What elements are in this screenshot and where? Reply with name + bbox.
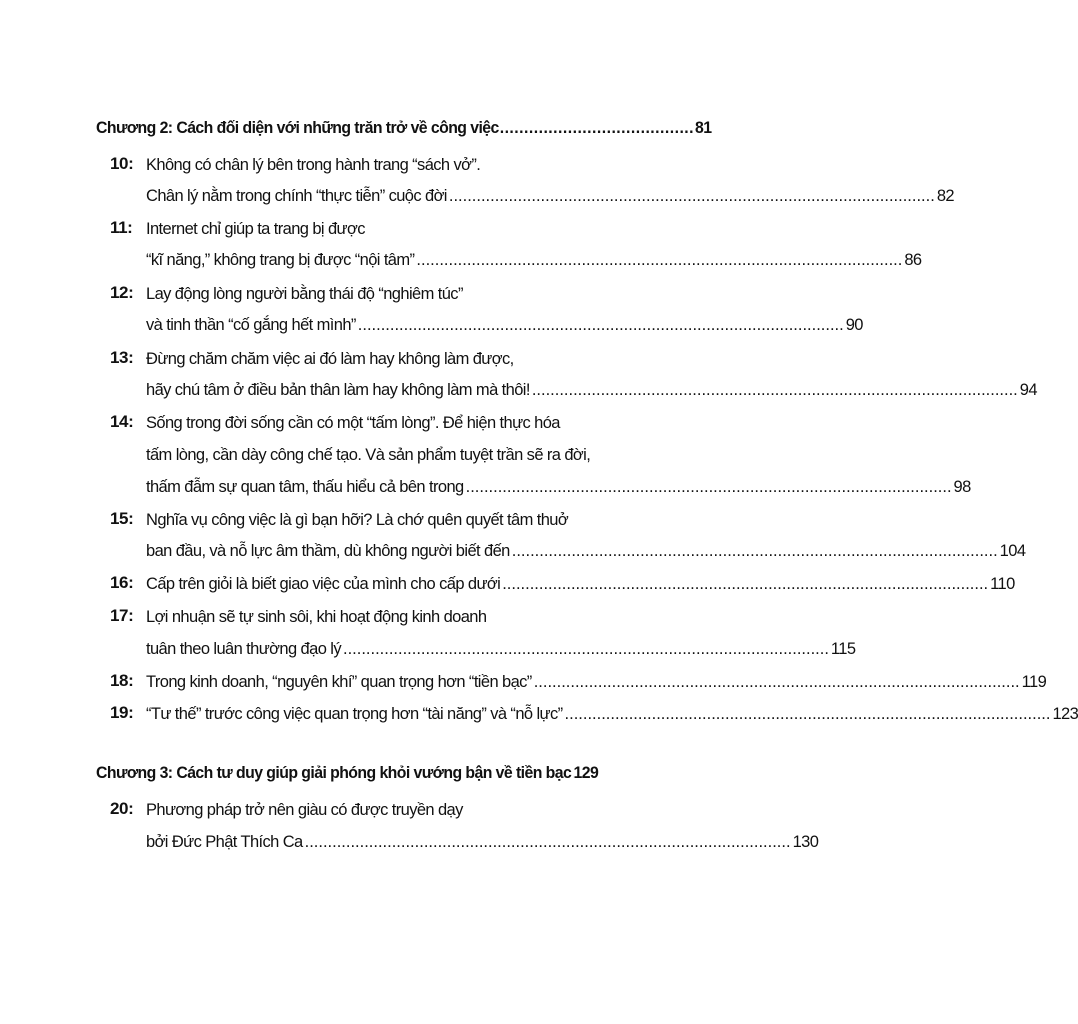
entry-line-last [146, 670, 1047, 694]
entry-number: 15: [110, 509, 134, 528]
entry-page: 86 [904, 251, 922, 269]
entry-number: 13: [110, 348, 134, 367]
entry-text: ban đầu, và nỗ lực âm thầm, dù không người biết đến [146, 542, 510, 560]
entry-number: 10: [110, 154, 134, 173]
leader-dots: ........................................ [499, 118, 695, 137]
entry-line: Lay động lòng người bằng thái độ “nghiêm túc” [146, 285, 463, 303]
entry-text: hãy chú tâm ở điều bản thân làm hay không làm mà thôi! [146, 381, 530, 399]
chapter-heading [96, 763, 599, 783]
entry-line-last [146, 313, 863, 337]
entry-page: 90 [845, 316, 863, 334]
leader-dots: .......................................................................................................... [304, 833, 791, 851]
leader-dots: .......................................................................................................... [357, 316, 844, 334]
entry-number: 12: [110, 283, 134, 302]
entry-line: Lợi nhuận sẽ tự sinh sôi, khi hoạt động kinh doanh [146, 608, 487, 626]
entry-line-last [146, 830, 819, 854]
chapter-heading [96, 118, 712, 138]
entry-line-last [146, 572, 1015, 596]
entry-line-last [146, 378, 1037, 402]
entry-page: 110 [990, 575, 1015, 593]
entry-line: tấm lòng, cần dày công chế tạo. Và sản phẩm tuyệt trần sẽ ra đời, [146, 446, 591, 464]
entry-page: 98 [953, 478, 971, 496]
entry-text: bởi Đức Phật Thích Ca [146, 833, 303, 851]
leader-dots: .......................................................................................................... [502, 575, 989, 593]
entry-number: 17: [110, 606, 134, 625]
leader-dots: .......................................................................................................... [564, 705, 1051, 723]
chapter-page: 81 [694, 118, 712, 137]
chapter-title: Chương 2: Cách đối diện với những trăn trở về công việc [96, 118, 499, 137]
entry-text: thấm đẫm sự quan tâm, thấu hiểu cả bên trong [146, 478, 464, 496]
entry-page: 94 [1019, 381, 1037, 399]
entry-text: tuân theo luân thường đạo lý [146, 640, 341, 658]
entry-text: và tinh thần “cố gắng hết mình” [146, 316, 356, 334]
entry-page: 104 [999, 542, 1026, 560]
entry-line: Internet chỉ giúp ta trang bị được [146, 220, 365, 238]
entry-number: 19: [110, 703, 134, 722]
entry-page: 130 [792, 833, 819, 851]
leader-dots: .......................................................................................................... [465, 478, 952, 496]
entry-text: “kĩ năng,” không trang bị được “nội tâm” [146, 251, 415, 269]
entry-number: 11: [110, 218, 133, 237]
entry-number: 14: [110, 412, 134, 431]
entry-text: “Tư thế” trước công việc quan trọng hơn “tài năng” và “nỗ lực” [146, 705, 563, 723]
entry-line: Phương pháp trở nên giàu có được truyền dạy [146, 801, 463, 819]
entry-text: Chân lý nằm trong chính “thực tiễn” cuộc đời [146, 187, 447, 205]
entry-line-last [146, 702, 1078, 726]
entry-number: 16: [110, 573, 134, 592]
entry-number: 18: [110, 671, 134, 690]
entry-page: 123 [1052, 705, 1078, 723]
entry-line: Nghĩa vụ công việc là gì bạn hỡi? Là chớ quên quyết tâm thuở [146, 511, 569, 529]
entry-line: Đừng chăm chăm việc ai đó làm hay không làm được, [146, 350, 514, 368]
entry-line: Không có chân lý bên trong hành trang “sách vở”. [146, 156, 481, 174]
entry-page: 115 [830, 640, 856, 658]
entry-page: 119 [1021, 673, 1047, 691]
entry-page: 82 [936, 187, 954, 205]
leader-dots: .......................................................................................................... [342, 640, 829, 658]
entry-line-last [146, 475, 971, 499]
entry-line-last [146, 184, 954, 208]
leader-dots: .......................................................................................................... [448, 187, 935, 205]
entry-line-last [146, 248, 922, 272]
chapter-title: Chương 3: Cách tư duy giúp giải phóng khỏi vướng bận về tiền bạc [96, 763, 572, 782]
chapter-page: 129 [573, 763, 599, 782]
entry-line: Sống trong đời sống cần có một “tấm lòng”. Để hiện thực hóa [146, 414, 560, 432]
leader-dots: .......................................................................................................... [511, 542, 998, 560]
entry-text: Trong kinh doanh, “nguyên khí” quan trọng hơn “tiền bạc” [146, 673, 532, 691]
entry-number: 20: [110, 799, 134, 818]
leader-dots: .......................................................................................................... [416, 251, 903, 269]
entry-line-last [146, 539, 1026, 563]
leader-dots: .......................................................................................................... [531, 381, 1018, 399]
entry-line-last [146, 637, 856, 661]
entry-text: Cấp trên giỏi là biết giao việc của mình cho cấp dưới [146, 575, 501, 593]
leader-dots: .......................................................................................................... [533, 673, 1020, 691]
